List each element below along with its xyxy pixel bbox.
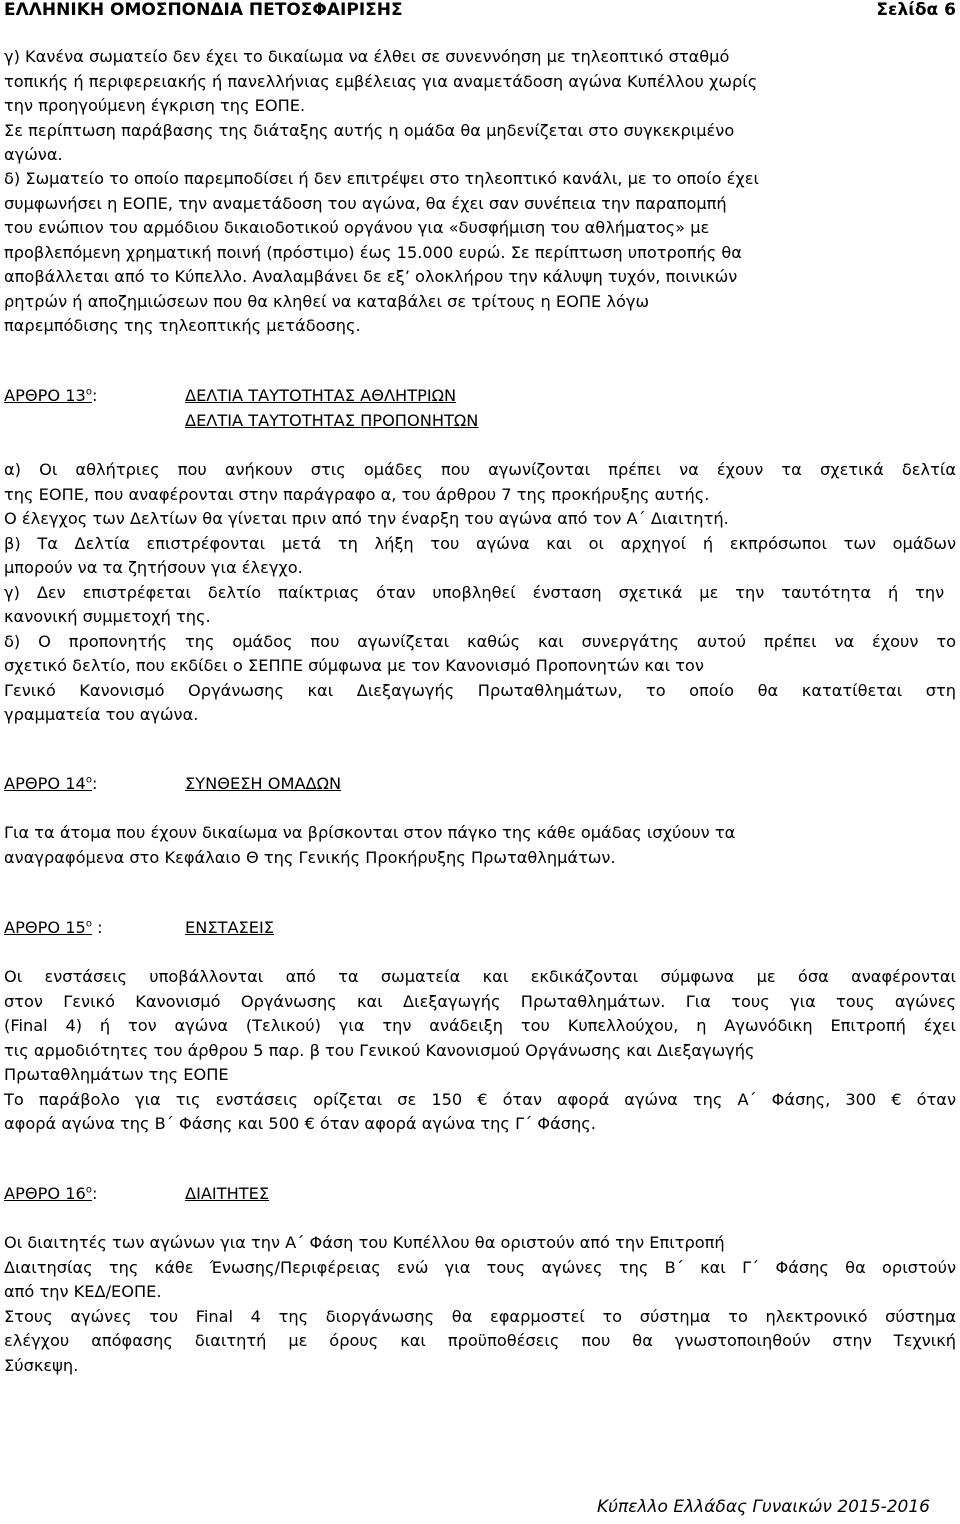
text-line: Σε περίπτωση παράβασης της διάταξης αυτής η ομάδα θα μηδενίζεται στο συγκεκριμένο xyxy=(4,120,735,140)
text-line: παρεμπόδισης της τηλεοπτικής μετάδοσης. xyxy=(4,316,361,335)
text-line: την προηγούμενη έγκριση της ΕΟΠΕ. xyxy=(4,96,306,115)
text-line: Στους αγώνες του Final 4 της διοργάνωσης θα εφαρμοστεί το σύστημα το ηλεκτρονικό σύστημα xyxy=(4,1306,956,1326)
article-16-heading: ΑΡΘΡΟ $16^o$: ΔΙΑΙΤΗΤΕΣ xyxy=(4,1182,97,1207)
text-line: τις αρμοδιότητες του άρθρου 5 παρ. β του Γενικού Κανονισμού Οργάνωσης και Διεξαγωγής xyxy=(4,1040,755,1060)
text-line: ελέγχου απόφασης διαιτητή με όρους και προϋποθέσεις που θα γνωστοποιηθούν στην Τεχνική xyxy=(4,1331,956,1350)
page-number: Σελίδα 6 xyxy=(876,0,956,20)
text-line: Σύσκεψη. xyxy=(4,1355,79,1375)
text-line: δ) Ο προπονητής της ομάδος που αγωνίζεται καθώς και συνεργάτης αυτού πρέπει να έχουν το xyxy=(4,631,956,651)
article-14-heading: ΑΡΘΡΟ $14^o$: ΣΥΝΘΕΣΗ ΟΜΑΔΩΝ xyxy=(4,772,97,797)
text-line: Πρωταθλημάτων της ΕΟΠΕ xyxy=(4,1065,229,1084)
text-line: (Final 4) ή τον αγώνα (Τελικού) για την ανάδειξη του Κυπελλούχου, η Αγωνόδικη Επιτροπή έχει xyxy=(4,1016,956,1035)
text-line: β) Τα Δελτία επιστρέφονται μετά τη λήξη του αγώνα και οι αρχηγοί ή εκπρόσωποι των ομάδων xyxy=(4,533,956,553)
text-line: αγώνα. xyxy=(4,145,63,164)
text-line: Οι ενστάσεις υποβάλλονται από τα σωματεία και εκδικάζονται σύμφωνα με όσα αναφέρονται xyxy=(4,967,956,986)
article-title: ΔΙΑΙΤΗΤΕΣ xyxy=(185,1184,270,1203)
text-line: της ΕΟΠΕ, που αναφέρονται στην παράγραφο α, του άρθρου 7 της προκήρυξης αυτής. xyxy=(4,484,710,504)
text-line: αποβάλλεται από το Κύπελλο. Αναλαμβάνει δε εξ’ ολοκλήρου την κάλυψη τυχόν, ποινικών xyxy=(4,267,738,286)
page-header xyxy=(0,0,960,26)
page-footer: Κύπελλο Ελλάδας Γυναικών 2015-2016 xyxy=(597,1497,930,1517)
article-title: ΣΥΝΘΕΣΗ ΟΜΑΔΩΝ xyxy=(185,774,342,793)
text-line: από την ΚΕΔ/ΕΟΠΕ. xyxy=(4,1282,162,1301)
article-label: ΑΡΘΡΟ $16^o$ xyxy=(4,1184,92,1203)
article-title: ΔΕΛΤΙΑ ΤΑΥΤΟΤΗΤΑΣ ΠΡΟΠΟΝΗΤΩΝ xyxy=(185,410,479,430)
text-line: του ενώπιον του αρμόδιου δικαιοδοτικού οργάνου για «δυσφήμιση του αθλήματος» με xyxy=(4,218,710,237)
article-13-body xyxy=(4,458,956,728)
text-line: σχετικό δελτίο, που εκδίδει ο ΣΕΠΠΕ σύμφωνα με τον Κανονισμό Προπονητών και τον xyxy=(4,656,704,675)
article-label: ΑΡΘΡΟ $13^o$ xyxy=(4,386,92,405)
text-line: δ) Σωματείο το οποίο παρεμποδίσει ή δεν επιτρέψει στο τηλεοπτικό κανάλι, με το οποίο έχει xyxy=(4,169,759,188)
text-line: Γενικό Κανονισμό Οργάνωσης και Διεξαγωγής Πρωταθλημάτων, το οποίο θα κατατίθεται στη xyxy=(4,680,956,700)
text-line: γ) Δεν επιστρέφεται δελτίο παίκτριας όταν υποβληθεί ένσταση σχετικά με την ταυτότητα ή την xyxy=(4,582,945,602)
paragraph-g xyxy=(4,45,956,168)
article-16-body xyxy=(4,1231,956,1378)
text-line: ρητρών ή αποζημιώσεων που θα κληθεί να καταβάλει σε τρίτους η ΕΟΠΕ λόγω xyxy=(4,291,650,311)
article-15-body xyxy=(4,965,956,1137)
text-line: Διαιτησίας της κάθε Ένωσης/Περιφέρειας ενώ για τους αγώνες της Β΄ και Γ΄ Φάσης θα οριστούν xyxy=(4,1257,956,1277)
article-title: ΕΝΣΤΑΣΕΙΣ xyxy=(185,918,274,937)
article-title: ΔΕΛΤΙΑ ΤΑΥΤΟΤΗΤΑΣ ΑΘΛΗΤΡΙΩΝ xyxy=(185,386,457,405)
text-line: αναγραφόμενα στο Κεφάλαιο Θ της Γενικής Προκήρυξης Πρωταθλημάτων. xyxy=(4,847,616,867)
text-line: Για τα άτομα που έχουν δικαίωμα να βρίσκονται στον πάγκο της κάθε ομάδας ισχύουν τα xyxy=(4,823,736,842)
article-label: ΑΡΘΡΟ $14^o$ xyxy=(4,774,92,793)
text-line: γραμματεία του αγώνα. xyxy=(4,705,199,724)
text-line: Οι διαιτητές των αγώνων για την Α΄ Φάση του Κυπέλλου θα οριστούν από την Επιτροπή xyxy=(4,1233,725,1252)
text-line: γ) Κανένα σωματείο δεν έχει το δικαίωμα να έλθει σε συνεννόηση με τηλεοπτικό σταθμό xyxy=(4,47,730,66)
organization-name: ΕΛΛΗΝΙΚΗ ΟΜΟΣΠΟΝΔΙΑ ΠΕΤΟΣΦΑΙΡΙΣΗΣ xyxy=(4,0,403,20)
text-line: τοπικής ή περιφερειακής ή πανελλήνιας εμβέλειας για αναμετάδοση αγώνα Κυπέλλου χωρίς xyxy=(4,71,758,91)
text-line: μπορούν να τα ζητήσουν για έλεγχο. xyxy=(4,558,303,577)
text-line: στον Γενικό Κανονισμό Οργάνωσης και Διεξαγωγής Πρωταθλημάτων. Για τους για τους αγώνες xyxy=(4,991,956,1011)
text-line: Ο έλεγχος των Δελτίων θα γίνεται πριν από την έναρξη του αγώνα από τον Α΄ Διαιτητή. xyxy=(4,509,729,528)
article-15-heading: ΑΡΘΡΟ $15^o$ : ΕΝΣΤΑΣΕΙΣ xyxy=(4,916,103,941)
text-line: Το παράβολο για τις ενστάσεις ορίζεται σε 150 € όταν αφορά αγώνα της Α΄ Φάσης, 300 € όταν xyxy=(4,1089,956,1109)
text-line: α) Οι αθλήτριες που ανήκουν στις ομάδες που αγωνίζονται πρέπει να έχουν τα σχετικά δελτία xyxy=(4,460,956,479)
text-line: συμφωνήσει η ΕΟΠΕ, την αναμετάδοση του αγώνα, θα έχει σαν συνέπεια την παραπομπή xyxy=(4,193,727,213)
text-line: αφορά αγώνα της Β΄ Φάσης και 500 € όταν αφορά αγώνα της Γ΄ Φάσης. xyxy=(4,1114,596,1133)
article-label: ΑΡΘΡΟ $15^o$ xyxy=(4,918,92,937)
paragraph-d xyxy=(4,167,956,339)
text-line: προβλεπόμενη χρηματική ποινή (πρόστιμο) έως 15.000 ευρώ. Σε περίπτωση υποτροπής θα xyxy=(4,242,742,262)
article-13-heading: ΑΡΘΡΟ $13^o$: ΔΕΛΤΙΑ ΤΑΥΤΟΤΗΤΑΣ ΑΘΛΗΤΡΙΩΝ ΔΕΛΤΙΑ ΤΑΥΤΟΤΗΤΑΣ ΠΡΟΠΟΝΗΤΩΝ xyxy=(4,384,97,409)
text-line: κανονική συμμετοχή της. xyxy=(4,607,211,626)
article-14-body xyxy=(4,821,956,870)
